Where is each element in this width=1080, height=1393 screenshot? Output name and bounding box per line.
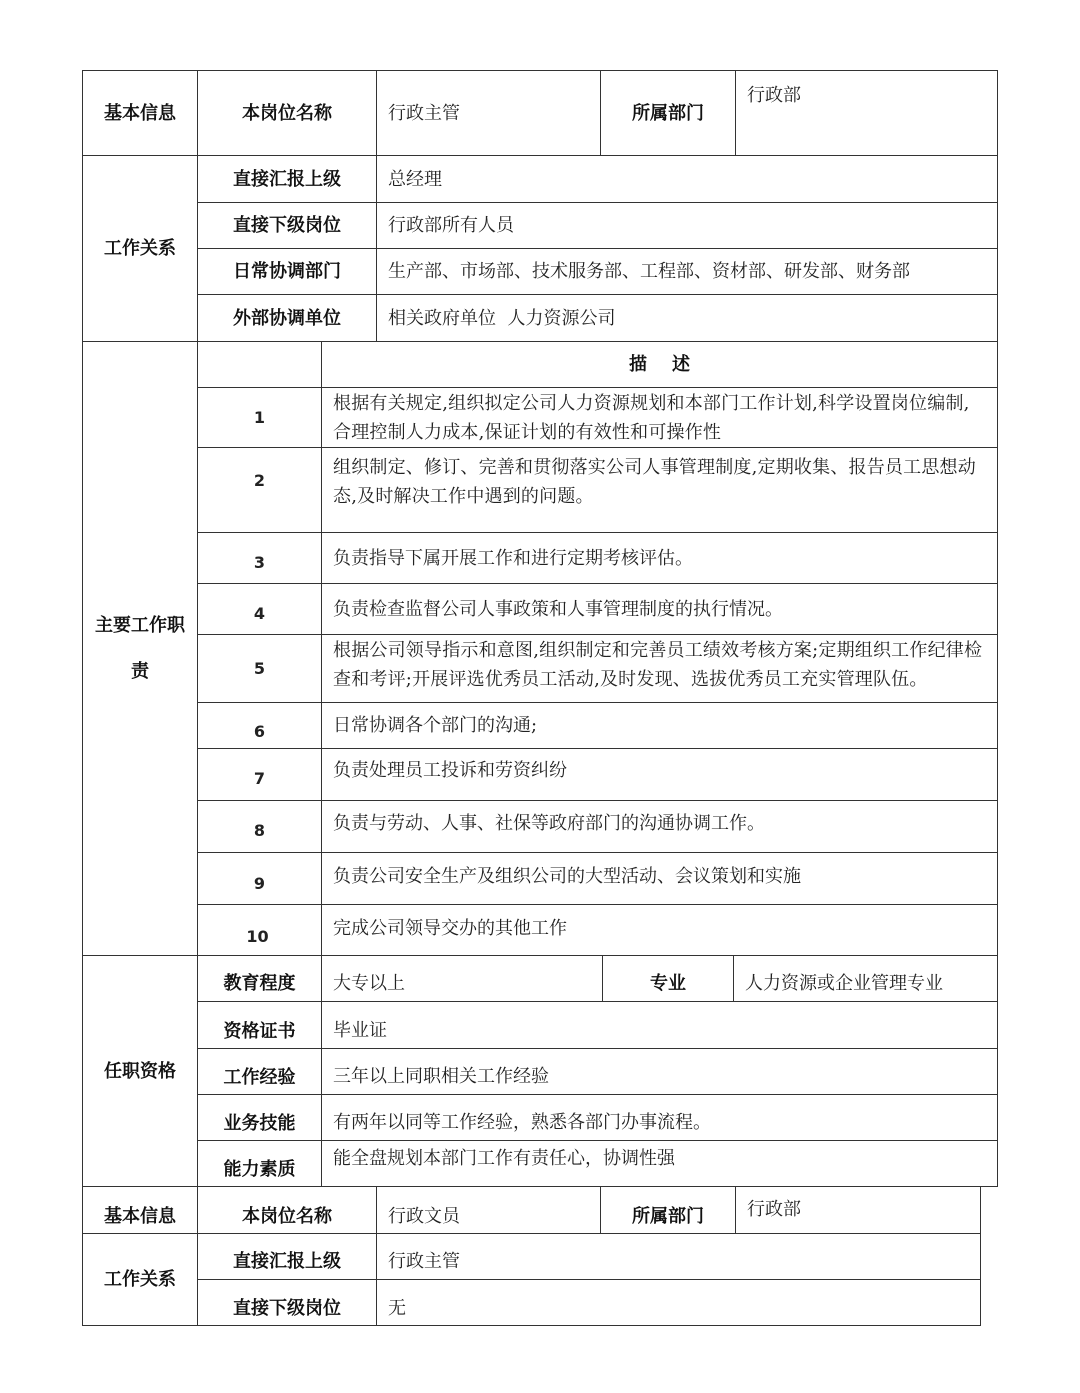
relation-value-report-to-2: 行政主管 <box>376 1233 981 1280</box>
main-duties-label: 主要工作职责 <box>82 341 198 956</box>
duties-header-blank <box>197 341 322 388</box>
relation-label-coordination-depts: 日常协调部门 <box>197 248 377 295</box>
relation-value-coordination-depts: 生产部、市场部、技术服务部、工程部、资材部、研发部、财务部 <box>376 248 998 295</box>
position-name-value-2: 行政文员 <box>376 1186 601 1234</box>
duty-number: 3 <box>197 532 322 584</box>
competence-value: 能全盘规划本部门工作有责任心，协调性强 <box>321 1140 998 1187</box>
relation-label-subordinates-2: 直接下级岗位 <box>197 1279 377 1326</box>
education-label: 教育程度 <box>197 955 322 1002</box>
position-name-value: 行政主管 <box>376 70 601 156</box>
relation-value-external-units: 相关政府单位 人力资源公司 <box>376 294 998 342</box>
relation-value-subordinates-2: 无 <box>376 1279 981 1326</box>
education-value: 大专以上 <box>321 955 603 1002</box>
skills-value: 有两年以同等工作经验，熟悉各部门办事流程。 <box>321 1094 998 1141</box>
department-label-2: 所属部门 <box>600 1186 736 1234</box>
experience-value: 三年以上同职相关工作经验 <box>321 1048 998 1095</box>
position-name-label-2: 本岗位名称 <box>197 1186 377 1234</box>
major-label: 专业 <box>602 955 734 1002</box>
duty-description: 根据公司领导指示和意图,组织制定和完善员工绩效考核方案;定期组织工作纪律检查和考评;开展评选优秀员工活动,及时发现、选拔优秀员工充实管理队伍。 <box>321 634 998 703</box>
duty-description: 日常协调各个部门的沟通; <box>321 702 998 749</box>
experience-label: 工作经验 <box>197 1048 322 1095</box>
duty-description: 组织制定、修订、完善和贯彻落实公司人事管理制度,定期收集、报告员工思想动态,及时解决工作中遇到的问题。 <box>321 447 998 533</box>
department-label: 所属部门 <box>600 70 736 156</box>
duty-description: 负责公司安全生产及组织公司的大型活动、会议策划和实施 <box>321 852 998 905</box>
basic-info-label: 基本信息 <box>82 70 198 156</box>
certificate-label: 资格证书 <box>197 1001 322 1049</box>
duty-number: 1 <box>197 387 322 448</box>
work-relations-label-2: 工作关系 <box>82 1233 198 1326</box>
skills-label: 业务技能 <box>197 1094 322 1141</box>
relation-label-report-to: 直接汇报上级 <box>197 155 377 203</box>
certificate-value: 毕业证 <box>321 1001 998 1049</box>
duty-description: 负责与劳动、人事、社保等政府部门的沟通协调工作。 <box>321 800 998 853</box>
duty-number: 8 <box>197 800 322 853</box>
relation-value-report-to: 总经理 <box>376 155 998 203</box>
relation-value-subordinates: 行政部所有人员 <box>376 202 998 249</box>
relation-label-subordinates: 直接下级岗位 <box>197 202 377 249</box>
duty-description: 负责指导下属开展工作和进行定期考核评估。 <box>321 532 998 584</box>
duties-description-header: 描 述 <box>321 341 998 388</box>
duty-number: 7 <box>197 748 322 801</box>
relation-label-report-to-2: 直接汇报上级 <box>197 1233 377 1280</box>
duty-number: 9 <box>197 852 322 905</box>
basic-info-label-2: 基本信息 <box>82 1186 198 1234</box>
major-value: 人力资源或企业管理专业 <box>733 955 998 1002</box>
relation-label-external-units: 外部协调单位 <box>197 294 377 342</box>
position-name-label: 本岗位名称 <box>197 70 377 156</box>
duty-number: 5 <box>197 634 322 703</box>
duty-number: 10 <box>197 904 322 956</box>
duty-description: 负责检查监督公司人事政策和人事管理制度的执行情况。 <box>321 583 998 635</box>
duty-description: 完成公司领导交办的其他工作 <box>321 904 998 956</box>
duty-description: 负责处理员工投诉和劳资纠纷 <box>321 748 998 801</box>
work-relations-label: 工作关系 <box>82 155 198 342</box>
qualifications-label: 任职资格 <box>82 955 198 1187</box>
duty-number: 4 <box>197 583 322 635</box>
department-value: 行政部 <box>735 70 998 156</box>
duty-number: 6 <box>197 702 322 749</box>
duty-description: 根据有关规定,组织拟定公司人力资源规划和本部门工作计划,科学设置岗位编制,合理控制人力成本,保证计划的有效性和可操作性 <box>321 387 998 448</box>
duty-number: 2 <box>197 447 322 533</box>
department-value-2: 行政部 <box>735 1186 981 1234</box>
competence-label: 能力素质 <box>197 1140 322 1187</box>
